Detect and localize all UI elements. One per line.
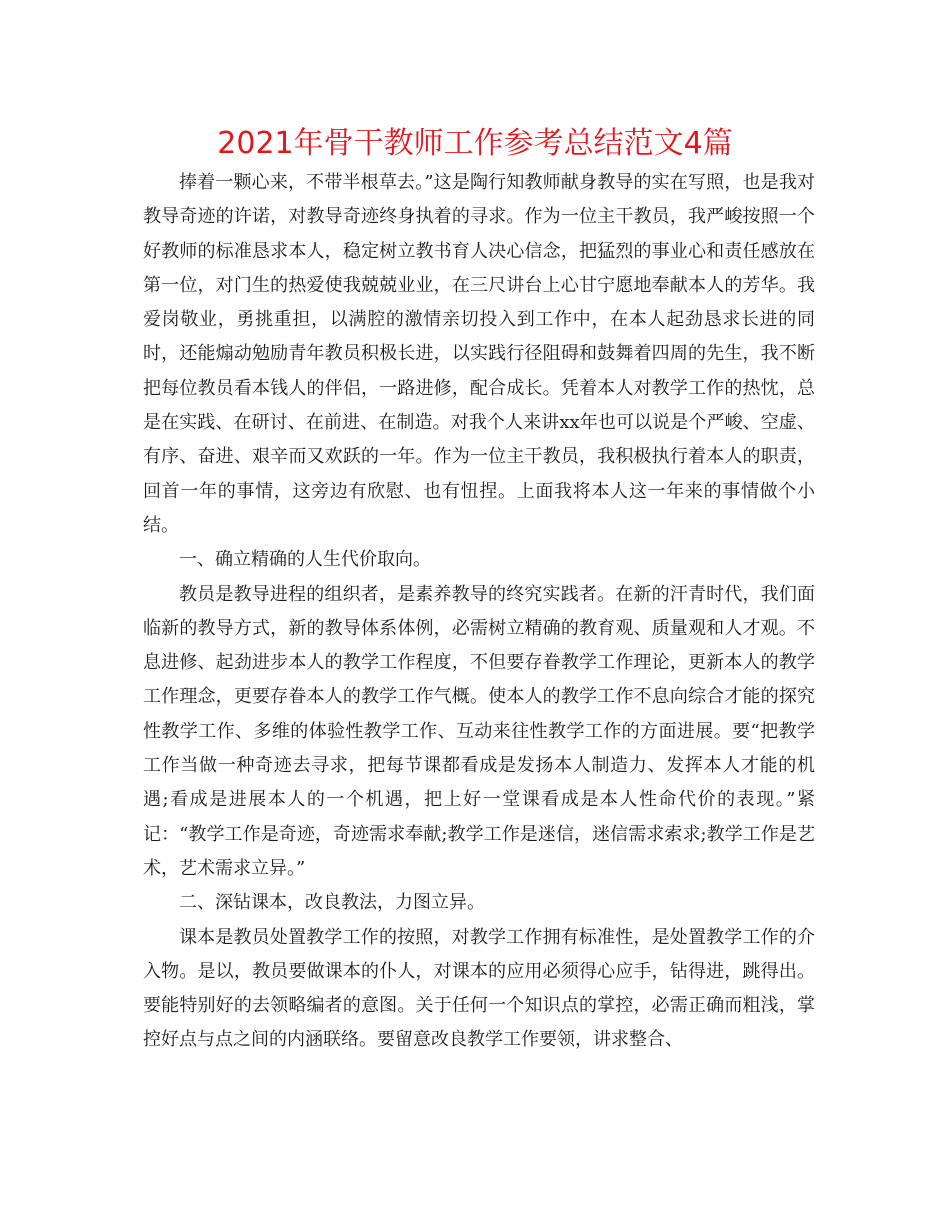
document-body: [143, 166, 815, 1058]
paragraph-intro: 捧着一颗心来，不带半根草去。”这是陶行知教师献身教导的实在写照，也是我对教导奇迹的许诺，对教导奇迹终身执着的寻求。作为一位主干教员，我严峻按照一个好教师的标准恳求本人，稳定树立教书育人决心信念，把猛烈的事业心和责任感放在第一位，对门生的热爱使我兢兢业业，在三尺讲台上心甘宁愿地奉献本人的芳华。我爱岗敬业，勇挑重担，以满腔的激情亲切投入到工作中，在本人起劲恳求长进的同时，还能煽动勉励青年教员积极长进，以实践行径阻碍和鼓舞着四周的先生，我不断把每位教员看本钱人的伴侣，一路进修，配合成长。凭着本人对教学工作的热忱，总是在实践、在研讨、在前进、在制造。对我个人来讲xx年也可以说是个严峻、空虚、有序、奋进、艰辛而又欢跃的一年。作为一位主干教员，我积极执行着本人的职责，回首一年的事情，这旁边有欣慰、也有忸捏。上面我将本人这一年来的事情做个小结。: [143, 172, 815, 536]
paragraph-section-2: 课本是教员处置教学工作的按照，对教学工作拥有标准性，是处置教学工作的介入物。是以，教员要做课本的仆人，对课本的应用必须得心应手，钻得进，跳得出。要能特别好的去领略编者的意图。关于任何一个知识点的掌控，必需正确而粗浅，掌控好点与点之间的内涵联络。要留意改良教学工作要领，讲求整合、: [143, 926, 815, 1051]
paragraph-section-1: 教员是教导进程的组织者，是素养教导的终究实践者。在新的汗青时代，我们面临新的教导方式，新的教导体系体例，必需树立精确的教育观、质量观和人才观。不息进修、起劲进步本人的教学工作程度，不但要存眷教学工作理论，更新本人的教学工作理念，更要存眷本人的教学工作气概。使本人的教学工作不息向综合才能的探究性教学工作、多维的体验性教学工作、互动来往性教学工作的方面进展。要“把教学工作当做一种奇迹去寻求，把每节课都看成是发扬本人制造力、发挥本人才能的机遇;看成是进展本人的一个机遇，把上好一堂课看成是本人性命代价的表现。”紧记：“教学工作是奇迹，奇迹需求奉献;教学工作是迷信，迷信需求索求;教学工作是艺术，艺术需求立异。”: [143, 583, 815, 879]
section-heading-2: 二、深钻课本，改良教法，力图立异。: [179, 892, 485, 914]
section-heading-1: 一、确立精确的人生代价取向。: [179, 549, 431, 571]
document-title: 2021年骨干教师工作参考总结范文4篇: [217, 126, 733, 161]
